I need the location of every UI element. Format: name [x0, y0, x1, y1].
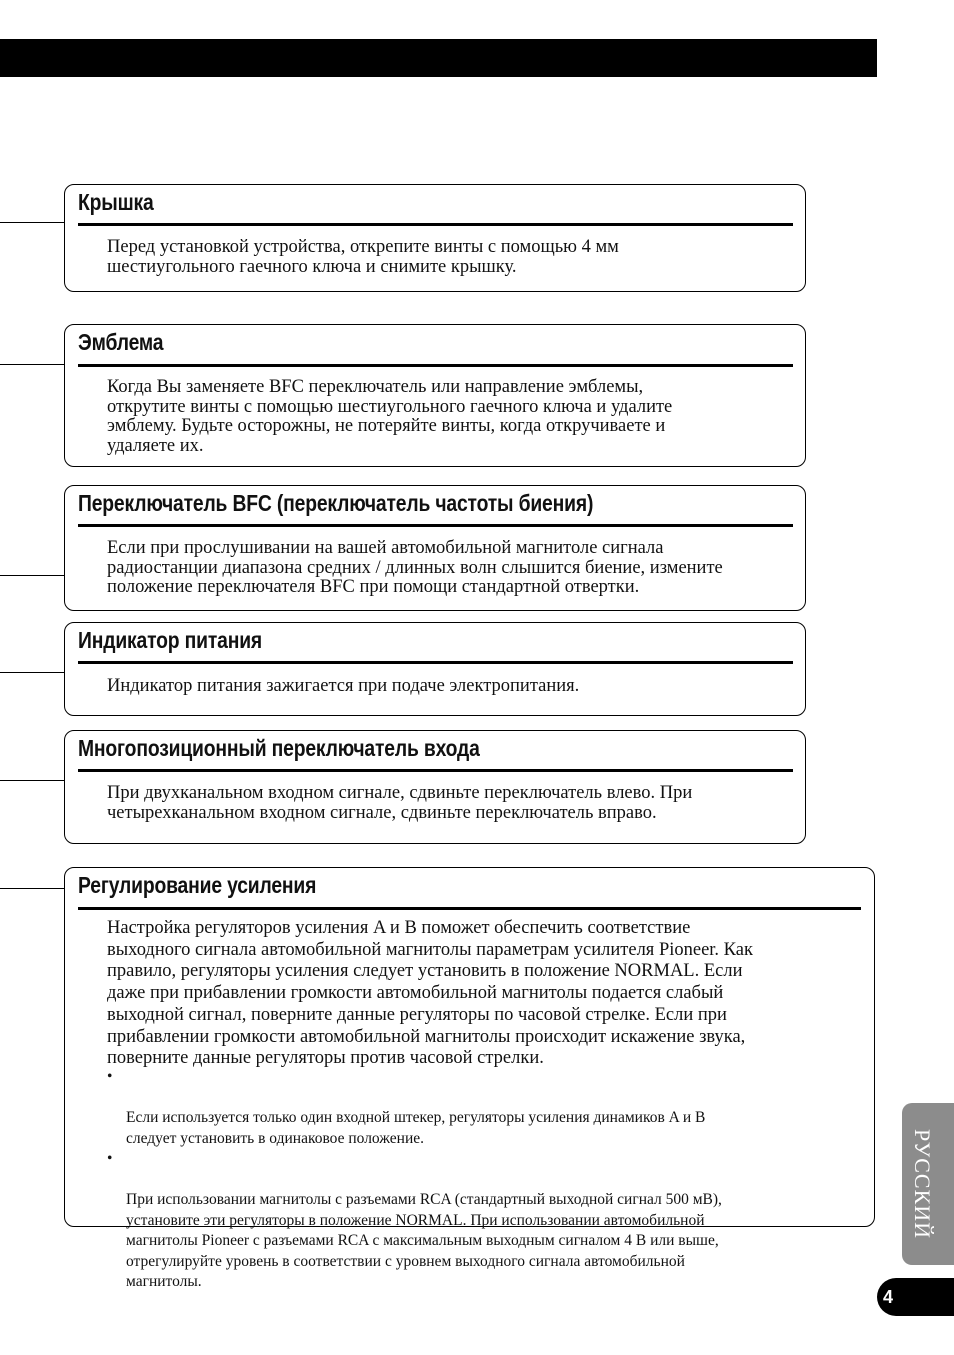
section-title: Переключатель BFC (переключатель частоты биения) [78, 490, 594, 516]
note-text: Если используется только один входной штекер, регуляторы усиления динамиков A и B следует установить в одинаковое положение. [126, 1109, 706, 1147]
section-title: Индикатор питания [78, 627, 263, 653]
leader-line [0, 672, 64, 673]
section-title: Многопозиционный переключатель входа [78, 735, 480, 761]
note-item [107, 1149, 722, 1293]
section-input-switch [64, 730, 806, 844]
leader-line [0, 364, 64, 365]
section-power-indicator [64, 622, 806, 716]
bullet-icon: • [107, 1150, 113, 1167]
header-bar [0, 39, 877, 77]
leader-line [0, 222, 64, 223]
page-number: 4 [883, 1287, 894, 1307]
section-gain-control [64, 867, 875, 1290]
note-item [107, 1067, 722, 1149]
leader-line [0, 888, 64, 889]
bullet-icon: • [107, 1068, 113, 1085]
title-rule [78, 661, 793, 664]
section-body: Когда Вы заменяете BFC переключатель или направление эмблемы, открутите винты с помощью шестиугольного гаечного ключа и удалите эмблему. Будьте осторожны, не потеряйте винты, когда откручиваете и удаляете их. [107, 377, 673, 456]
section-bfc-switch [64, 485, 806, 611]
title-rule [78, 907, 861, 910]
section-emblem [64, 324, 806, 467]
section-body: При двухканальном входном сигнале, сдвиньте переключатель влево. При четырехканальном входном сигнале, сдвиньте переключатель вправо. [107, 783, 693, 823]
title-rule [78, 769, 793, 772]
title-rule [78, 524, 793, 527]
page-number-tab [877, 1278, 954, 1316]
section-title: Регулирование усиления [78, 872, 317, 898]
section-body: Перед установкой устройства, открепите винты с помощью 4 мм шестиугольного гаечного ключа и снимите крышку. [107, 237, 619, 277]
title-rule [78, 364, 793, 367]
leader-line [0, 780, 64, 781]
section-title: Эмблема [78, 329, 164, 355]
title-rule [78, 223, 793, 226]
note-list [107, 1067, 722, 1293]
section-body: Если при прослушивании на вашей автомобильной магнитоле сигнала радиостанции диапазона средних / длинных волн слышится биение, измените положение переключателя BFC при помощи стандартной отвертки. [107, 538, 723, 597]
language-tab [902, 1103, 954, 1265]
note-text: При использовании магнитолы с разъемами RCA (стандартный выходной сигнал 500 мВ), установите эти регуляторы в положение NORMAL. При использовании автомобильной магнитолы Pioneer с разъемами RCA с максимальным выходным сигналом 4 В или выше, отрегулируйте уровень в соответствии с уровнем выходного сигнала автомобильной магнитолы. [126, 1191, 722, 1290]
section-body: Индикатор питания зажигается при подаче электропитания. [107, 676, 580, 696]
section-body: Настройка регуляторов усиления A и B поможет обеспечить соответствие выходного сигнала автомобильной магнитолы параметрам усилителя Pioneer. Как правило, регуляторы усиления следует установить в положение NORMAL. Если даже при прибавлении громкости автомобильной магнитолы подается слабый выходной сигнал, поверните данные регуляторы по часовой стрелке. Если при прибавлении громкости автомобильной магнитолы происходит искажение звука, поверните данные регуляторы против часовой стрелки. [107, 918, 753, 1069]
language-label: РУССКИЙ [910, 1128, 935, 1240]
leader-line [0, 575, 64, 576]
section-cover [64, 184, 806, 292]
section-title: Крышка [78, 189, 154, 215]
